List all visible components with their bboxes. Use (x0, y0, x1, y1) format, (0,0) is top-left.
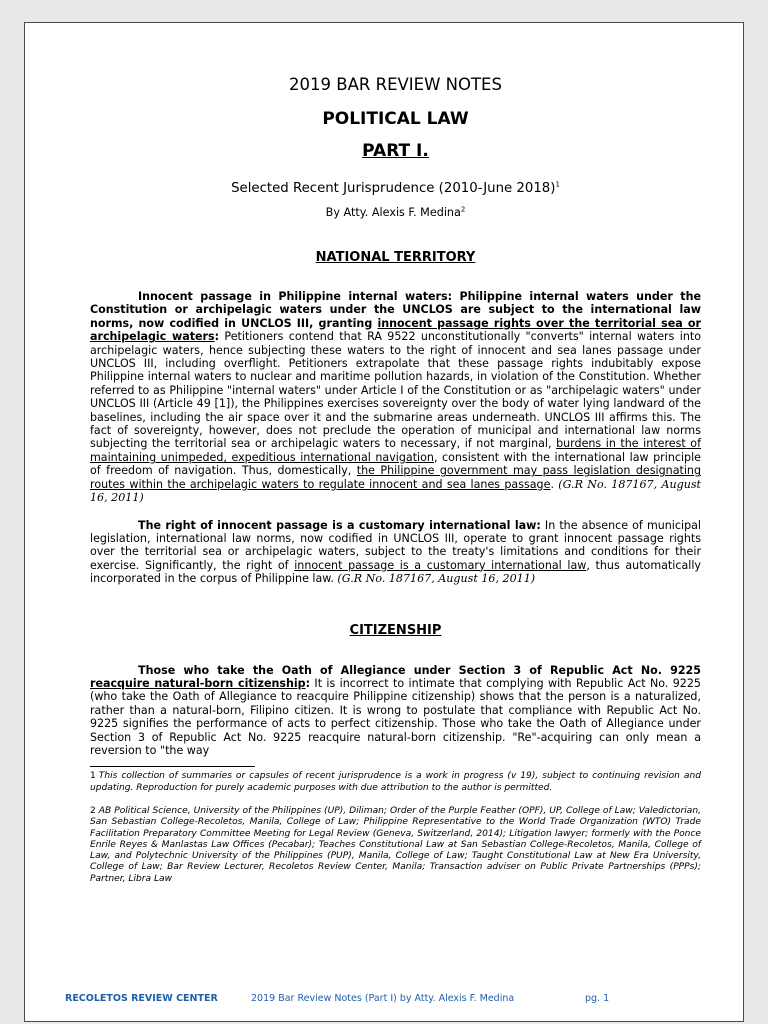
footnote-number: 2 (90, 805, 96, 816)
footnote-text: This collection of summaries or capsules of recent jurisprudence is a work in progress (v 19), subject to continuing revision and updating. Reproduction for purely academic purposes with due attribution to the author is permitted. (90, 771, 701, 793)
para-lead-colon: : (305, 676, 311, 690)
para-text: , thus automatically incorporated in the corpus of Philippine law. (90, 558, 701, 586)
para-lead: The right of innocent passage is a customary international law: (138, 518, 541, 532)
footnote-ref-1: 1 (555, 180, 560, 189)
para-lead: Those who take the Oath of Allegiance under Section 3 of Republic Act No. 9225 (138, 663, 701, 677)
doc-author (90, 205, 701, 221)
paragraph-oath-allegiance (90, 664, 701, 758)
para-text: . (550, 477, 559, 491)
doc-title-line1: 2019 BAR REVIEW NOTES (289, 75, 502, 94)
doc-title-line3: PART I. (362, 141, 429, 161)
para-lead-underlined: reacquire natural-born citizenship (90, 676, 306, 690)
section-heading-national-territory: NATIONAL TERRITORY (315, 250, 476, 265)
doc-title-line2: POLITICAL LAW (322, 109, 469, 129)
page-content (90, 73, 701, 885)
subtitle-text: Selected Recent Jurisprudence (2010-June 2018) (231, 181, 556, 196)
footer-org: RECOLETOS REVIEW CENTER (65, 993, 218, 1004)
para-text: In the absence of municipal legislation, international law norms, now codified in UNCLOS III, operate to grant innocent passage rights over the territorial sea or archipelagic waters, subject to the treaty's limitations and conditions for their exercise. Significantly, the right of (90, 518, 701, 572)
para-text: , consistent with the international law principle of freedom of navigation. Thus, domestically, (90, 450, 701, 478)
case-citation: (G.R No. 187167, August 16, 2011) (337, 572, 536, 586)
case-citation: (G.R No. 187167, August 16, 2011) (90, 477, 701, 505)
footnote-separator (90, 766, 255, 767)
para-underlined: burdens in the interest of maintaining unimpeded, expeditious international navigation (90, 437, 701, 464)
para-lead: Innocent passage in Philippine internal waters: Philippine internal waters under the Constitution or archipelagic waters under the UNCLOS are subject to the international law norms, now codified in UNCLOS III, granting (90, 290, 701, 330)
footnote-ref-2: 2 (460, 205, 466, 214)
footnote-2 (90, 806, 701, 885)
para-underlined: the Philippine government may pass legislation designating routes within the archipelagic waters to regulate innocent and sea lanes passage (90, 464, 701, 491)
author-text: By Atty. Alexis F. Medina (325, 206, 461, 219)
paragraph-innocent-passage (90, 290, 701, 505)
footnote-number: 1 (90, 771, 96, 782)
doc-subtitle (90, 179, 701, 199)
footnote-1 (90, 771, 701, 794)
para-underlined: innocent passage is a customary international law (294, 558, 587, 572)
footer-page-number: pg. 1 (585, 993, 610, 1004)
paragraph-customary-law (90, 519, 701, 586)
para-text: It is incorrect to intimate that complying with Republic Act No. 9225 (who take the Oath of Allegiance to reacquire Philippine citizenship) shows that the person is a naturalized, rather than a natural-born, Filipino citizen. It is wrong to postulate that compliance with Republic Act No. 9225 signifies the performance of acts to perfect citizenship. Those who take the Oath of Allegiance under Section 3 of Republic Act No. 9225 reacquire natural-born citizenship. "Re"-acquiring can only mean a reversion to "the way (90, 676, 701, 757)
para-lead-underlined: innocent passage rights over the territorial sea or archipelagic waters (90, 316, 701, 344)
section-heading-citizenship: CITIZENSHIP (349, 622, 442, 638)
para-text: Petitioners contend that RA 9522 unconstitutionally "converts" internal waters into archipelagic waters, hence subjecting these waters to the right of innocent and sea lanes passage under UNCLOS III, including overflight. Petitioners extrapolate that these passage rights indubitably expose Philippine internal waters to nuclear and maritime pollution hazards, in violation of the Constitution. Whether referred to as Philippine "internal waters" under Article I of the Constitution or as "archipelagic waters" under UNCLOS III (Article 49 [1]), the Philippines exercises sovereignty over the body of water lying landward of the baselines, including the air space over it and the submarine areas underneath. UNCLOS III affirms this. The fact of sovereignty, however, does not preclude the operation of municipal and international law norms subjecting the territorial sea or archipelagic waters to necessary, if not marginal, (90, 330, 701, 451)
footnote-text: AB Political Science, University of the Philippines (UP), Diliman; Order of the Purple Feather (OPF), UP, College of Law; Valedictorian, San Sebastian College-Recoletos, Manila, College of Law; Philippine Representative to the World Trade Organization (WTO) Trade Facilitation Preparatory Committee Meeting for Legal Review (Geneva, Switzerland, 2014); Litigation lawyer; formerly with the Ponce Enrile Reyes & Manlastas Law Offices (Pecabar); Teaches Constitutional Law at San Sebastian College-Recoletos, Manila, College of Law, and Polytechnic University of the Philippines (PUP), Manila, College of Law; Taught Constitutional Law at New Era University, College of Law; Bar Review Lecturer, Recoletos Review Center, Manila; Transaction adviser on Public Private Partnerships (PPPs); Partner, Libra Law (90, 805, 701, 884)
document-page (24, 22, 744, 1022)
para-lead-colon: : (214, 330, 220, 344)
footer-doc-title: 2019 Bar Review Notes (Part I) by Atty. Alexis F. Medina (251, 993, 515, 1004)
